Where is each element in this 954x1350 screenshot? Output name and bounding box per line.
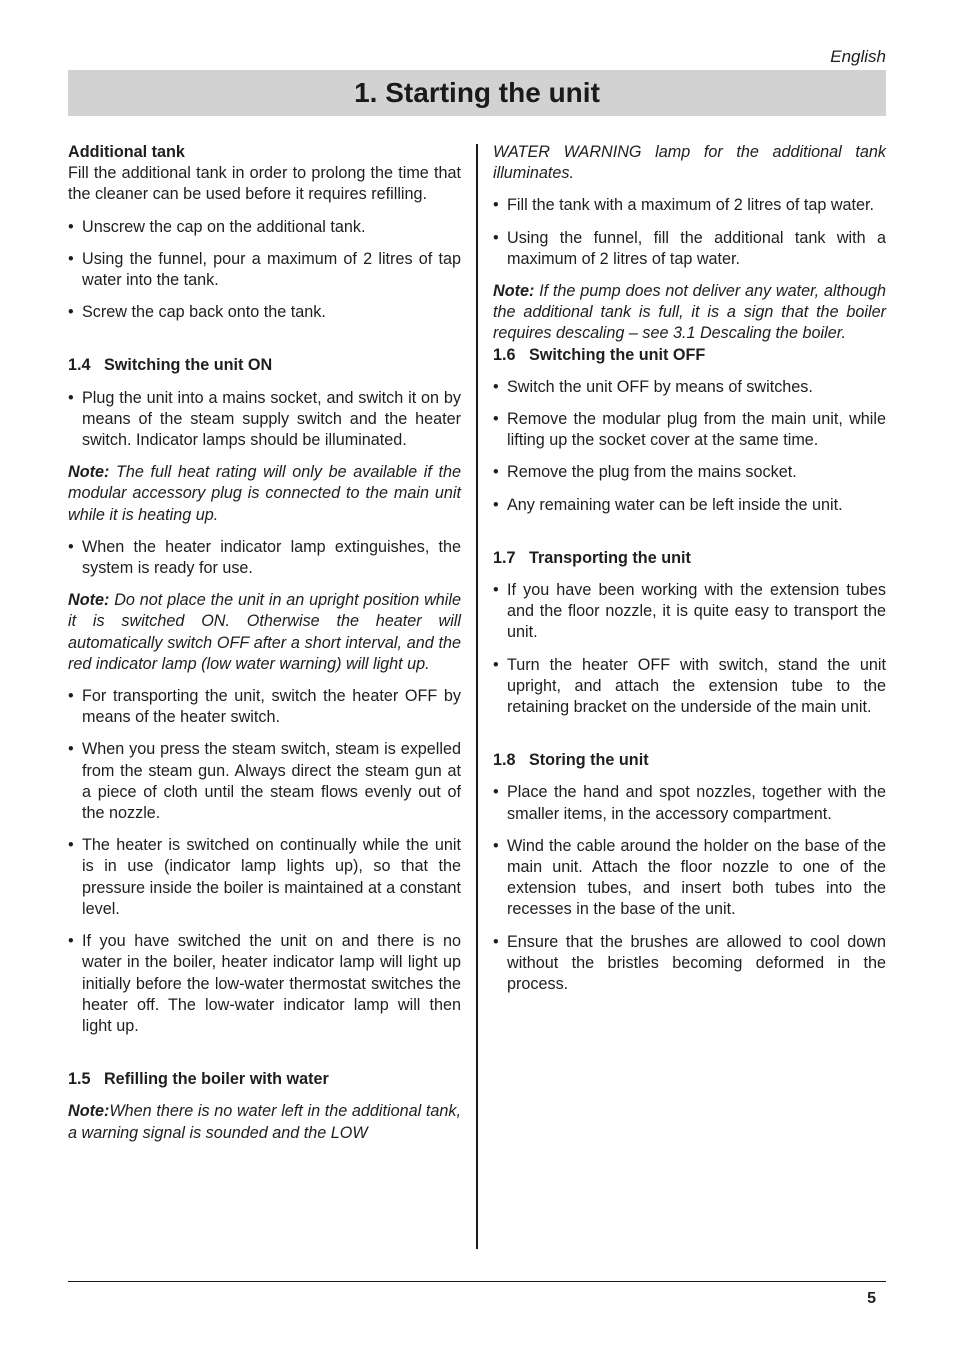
list-item: • When you press the steam switch, steam is expelled from the steam gun. Always direct the steam gun at a piece of cloth until the steam flows evenly out of the nozzle. xyxy=(68,739,461,824)
s18-bullets xyxy=(493,782,886,995)
s14-bullets-b xyxy=(68,537,461,579)
list-item: • Fill the tank with a maximum of 2 litres of tap water. xyxy=(493,195,886,216)
column-divider xyxy=(476,144,478,1249)
list-item: • Remove the modular plug from the main unit, while lifting up the socket cover at the same time. xyxy=(493,409,886,451)
right-column xyxy=(493,142,886,1006)
note-text: The full heat rating will only be available if the modular accessory plug is connected to the main unit while it is heating up. xyxy=(68,463,461,524)
tank-intro: Fill the additional tank in order to prolong the time that the cleaner can be used before it requires refilling. xyxy=(68,164,461,204)
s16-bullets xyxy=(493,377,886,516)
list-item: • The heater is switched on continually while the unit is in use (indicator lamp lights up), so that the pressure inside the boiler is maintained at a constant level. xyxy=(68,835,461,920)
note xyxy=(68,1101,461,1143)
note-label: Note: xyxy=(68,591,110,610)
section-heading-1-7: 1.7 Transporting the unit xyxy=(493,548,691,567)
page-title: 1. Starting the unit xyxy=(354,77,600,108)
section-heading-1-5: 1.5 Refilling the boiler with water xyxy=(68,1070,329,1089)
left-column xyxy=(68,142,461,1144)
list-item: • Remove the plug from the mains socket. xyxy=(493,462,886,483)
section-heading-1-8: 1.8 Storing the unit xyxy=(493,751,649,770)
list-item: • Any remaining water can be left inside the unit. xyxy=(493,495,886,516)
s15-bullets xyxy=(493,195,886,270)
section-heading-1-6: 1.6 Switching the unit OFF xyxy=(493,345,706,364)
s14-bullets-a xyxy=(68,388,461,452)
note xyxy=(68,590,461,675)
list-item: • Using the funnel, fill the additional tank with a maximum of 2 litres of tap water. xyxy=(493,228,886,270)
tank-bullets xyxy=(68,217,461,324)
list-item: • Wind the cable around the holder on the base of the main unit. Attach the floor nozzle to one of the extension tubes, and insert both tubes into the recesses in the base of the unit. xyxy=(493,836,886,921)
list-item: • Plug the unit into a mains socket, and switch it on by means of the steam supply switch and the heater switch. Indicator lamps should be illuminated. xyxy=(68,388,461,452)
note xyxy=(68,462,461,526)
list-item: • When the heater indicator lamp extinguishes, the system is ready for use. xyxy=(68,537,461,579)
list-item: • Ensure that the brushes are allowed to cool down without the bristles becoming deformed in the process. xyxy=(493,932,886,996)
note-label: Note: xyxy=(68,463,110,482)
list-item: • Using the funnel, pour a maximum of 2 litres of tap water into the tank. xyxy=(68,249,461,291)
list-item: • For transporting the unit, switch the heater OFF by means of the heater switch. xyxy=(68,686,461,728)
list-item: • If you have been working with the extension tubes and the floor nozzle, it is quite easy to transport the unit. xyxy=(493,580,886,644)
language-label: English xyxy=(830,47,886,66)
list-item: • Screw the cap back onto the tank. xyxy=(68,302,461,323)
s17-bullets xyxy=(493,580,886,718)
footer-rule xyxy=(68,1281,886,1282)
note-label: Note: xyxy=(493,282,535,301)
note-label: Note: xyxy=(68,1102,110,1121)
list-item: • Turn the heater OFF with switch, stand the unit upright, and attach the extension tube to the retaining bracket on the underside of the main unit. xyxy=(493,655,886,719)
note-text: When there is no water left in the additional tank, a warning signal is sounded and the LOW xyxy=(68,1102,461,1142)
list-item: • Switch the unit OFF by means of switches. xyxy=(493,377,886,398)
list-item: • Place the hand and spot nozzles, together with the smaller items, in the accessory compartment. xyxy=(493,782,886,824)
title-bar xyxy=(68,70,886,116)
list-item: • If you have switched the unit on and there is no water in the boiler, heater indicator lamp will light up initially before the low-water thermostat switches the heater off. The low-water indicator lamp will then light up. xyxy=(68,931,461,1037)
page-number: 5 xyxy=(867,1290,876,1307)
tank-heading: Additional tank xyxy=(68,143,185,161)
note-text: Do not place the unit in an upright position while it is switched ON. Otherwise the heater will automatically switch OFF after a short interval, and the red indicator lamp (low water warning) will light up. xyxy=(68,591,461,673)
note-text: If the pump does not deliver any water, although the additional tank is full, it is a sign that the boiler requires descaling – see 3.1 Descaling the boiler. xyxy=(493,282,886,343)
note xyxy=(493,281,886,345)
s14-bullets-c xyxy=(68,686,461,1037)
note-continuation: WATER WARNING lamp for the additional tank illuminates. xyxy=(493,143,886,183)
list-item: • Unscrew the cap on the additional tank. xyxy=(68,217,461,238)
section-heading-1-4: 1.4 Switching the unit ON xyxy=(68,356,273,375)
